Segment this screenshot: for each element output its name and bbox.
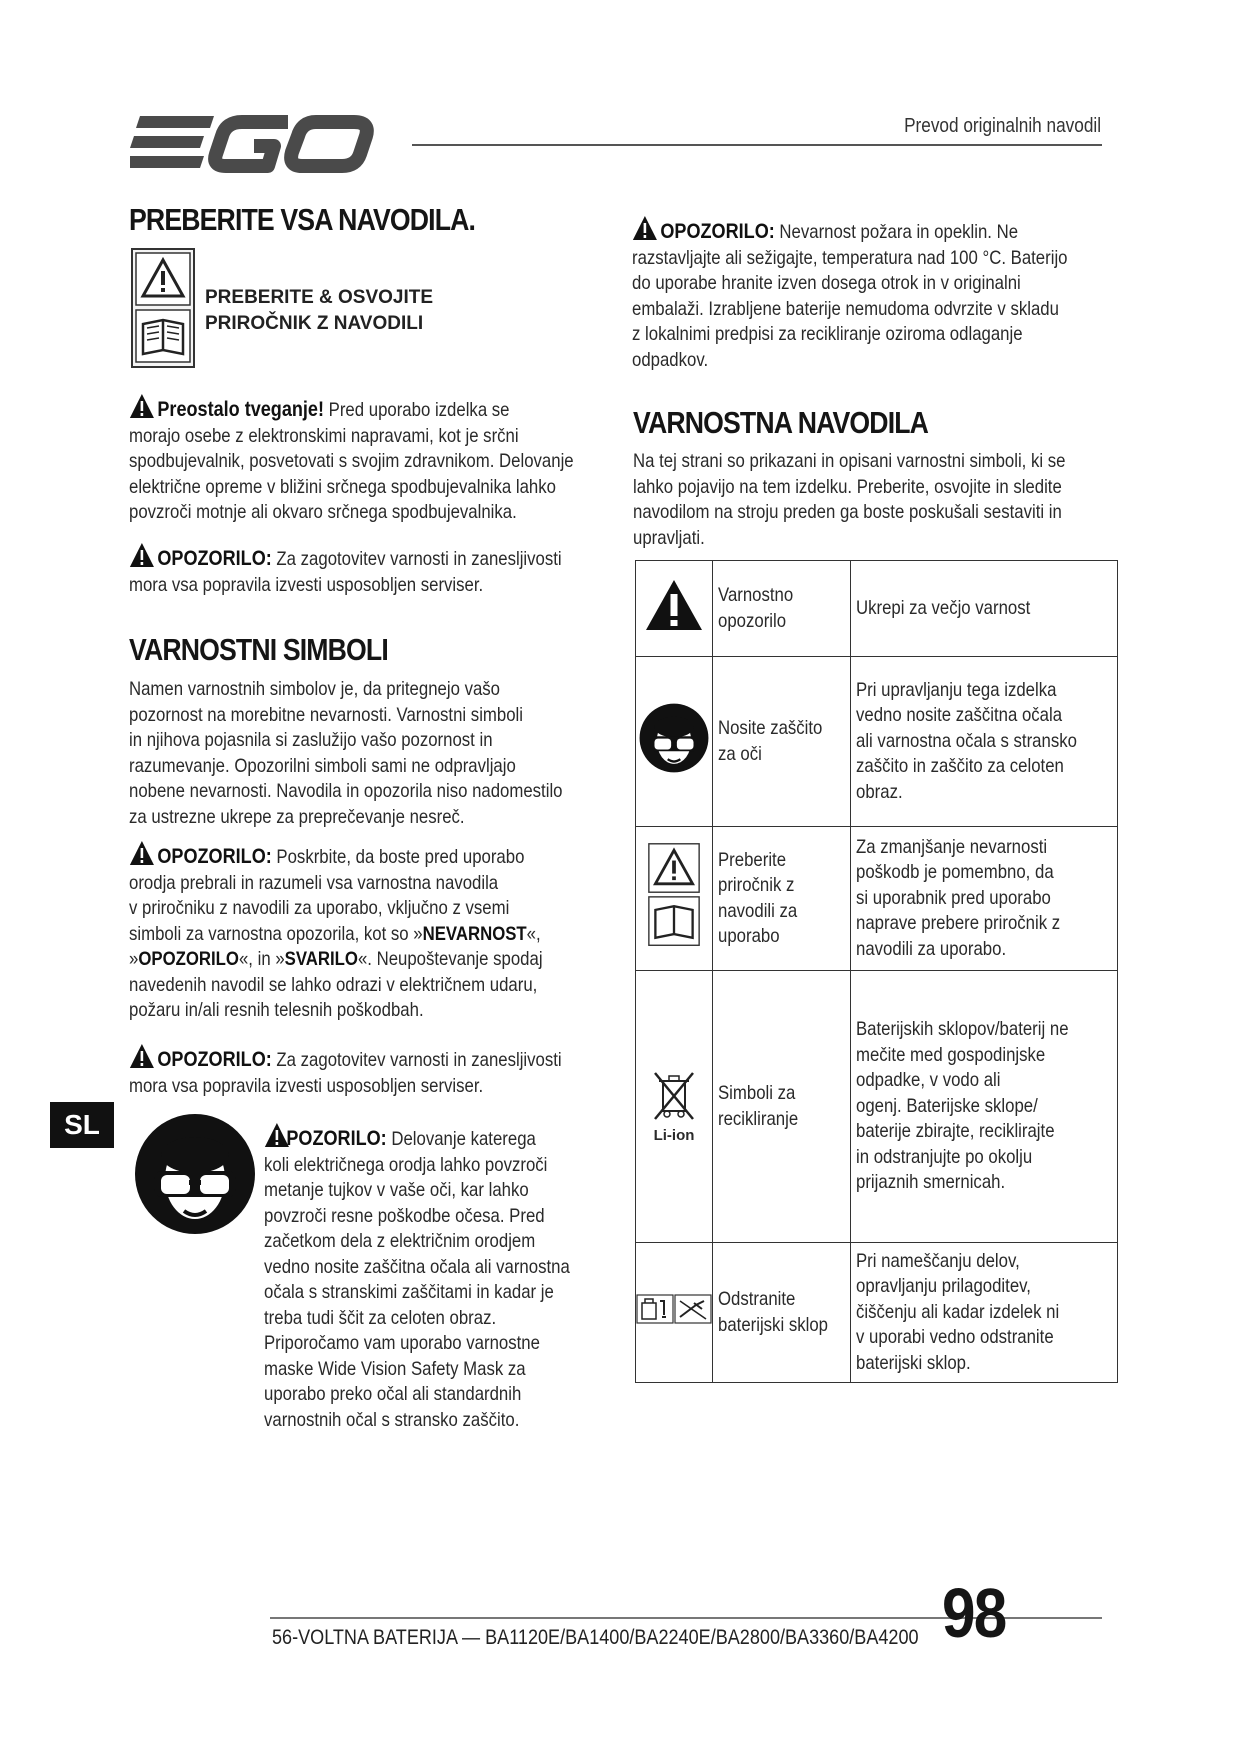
- table-row: Nosite zaščitoza oči Pri upravljanju tega izdelka vedno nosite zaščitna očala ali varnostna očala s stransko zaščito in zaščito za celoten obraz.: [636, 657, 1118, 827]
- read-manual-icon: [646, 841, 702, 949]
- safety-symbols-paragraph: Namen varnostnih simbolov je, da pritegnejo vašo pozornost na morebitne nevarnosti. Varnostni simboli in njihova pojasnila si zaslužijo vašo pozornost in razumevanje. Opozorilni simboli sami ne odpravljajo nobene nevarnosti. Navodila in opozorila niso nadomestilo za ustrezne ukrepe za preprečevanje nesreč.: [129, 678, 563, 828]
- warning-service-paragraph-1: OPOZORILO: Za zagotovitev varnosti in zanesljivosti mora vsa popravila izvesti usposobljen serviser.: [129, 542, 589, 598]
- li-ion-label: Li-ion: [653, 1127, 695, 1145]
- residual-risk-paragraph: Preostalo tveganje! Pred uporabo izdelka se morajo osebe z elektronskimi napravami, kot je srčni spodbujevalnik, posvetovati s svojim zdravnikom. Delovanje električne opreme v bližini srčnega spodbujevalnika lahko povzroči motnje ali okvaro srčnega spodbujevalnika.: [129, 393, 589, 526]
- warning-triangle-icon: [644, 578, 704, 632]
- read-manual-caption: PREBERITE & OSVOJITE PRIROČNIK Z NAVODILI: [205, 287, 434, 334]
- footer-model-list: 56-VOLTNA BATERIJA — BA1120E/BA1400/BA2240E/BA2800/BA3360/BA4200: [272, 1626, 919, 1649]
- eye-protection-warning: POZORILO: Delovanje katerega koli električnega orodja lahko povzroči metanje tujkov v vaše oči, kar lahko povzroči resne poškodbe očesa. Pred začetkom dela z električnim orodjem vedno nosite zaščitna očala ali varnostna očala s stranskimi zaščitami in kadar je treba tudi ščit za celoten obraz. Priporočamo vam uporabo varnostne maske Wide Vision Safety Mask za uporabo preko očal ali standardnih varnostnih očal s stransko zaščito.: [264, 1122, 594, 1433]
- eye-protection-icon: [134, 1113, 256, 1235]
- recycle-bin-icon: [649, 1069, 699, 1121]
- ego-logo: [130, 110, 380, 176]
- table-row: Varnostnoopozorilo Ukrepi za večjo varnost: [636, 561, 1118, 657]
- table-row: Odstranitebaterijski sklop Pri nameščanju delov, opravljanju prilagoditev, čiščenju ali kadar izdelek ni v uporabi vedno odstranite baterijski sklop.: [636, 1243, 1118, 1383]
- read-manual-icon: [133, 250, 193, 366]
- read-instructions-heading: PREBERITE VSA NAVODILA.: [129, 202, 476, 237]
- warning-triangle-icon: [129, 840, 155, 866]
- warning-triangle-icon: [632, 215, 658, 241]
- safety-instructions-paragraph: Na tej strani so prikazani in opisani varnostni simboli, ki se lahko pojavijo na tem izdelku. Preberite, osvojite in sledite navodilom na stroju preden ga boste poskušali sestaviti in upravljati.: [633, 450, 1066, 549]
- page-number: 98: [942, 1574, 1006, 1652]
- safety-symbols-table: [635, 560, 1118, 1383]
- table-row: Preberite priročnik z navodili za uporabo Za zmanjšanje nevarnosti poškodb je pomembno, da si uporabnik pred uporabo naprave prebere priročnik z navodili za uporabo.: [636, 827, 1118, 971]
- safety-instructions-heading: VARNOSTNA NAVODILA: [633, 405, 929, 440]
- language-tab: SL: [50, 1102, 114, 1148]
- warning-service-paragraph-2: OPOZORILO: Za zagotovitev varnosti in zanesljivosti mora vsa popravila izvesti usposobljen serviser.: [129, 1043, 599, 1099]
- warning-triangle-icon: [129, 393, 155, 419]
- read-manual-box: [131, 248, 195, 368]
- safety-symbols-heading: VARNOSTNI SIMBOLI: [129, 632, 388, 667]
- header-rule: [412, 144, 1102, 146]
- table-row: Li-ion Simboli zarecikliranje Baterijskih sklopov/baterij ne mečite med gospodinjske odpadke, v vodo ali ogenj. Baterijske sklope/ baterije zbirajte, reciklirajte in odstranjujte po okolju prijaznih smernicah.: [636, 971, 1118, 1243]
- warning-triangle-icon: [129, 1043, 155, 1069]
- remove-battery-icon: [636, 1293, 712, 1325]
- document-title: Prevod originalnih navodil: [904, 115, 1101, 137]
- warning-read-manual-paragraph: OPOZORILO: Poskrbite, da boste pred uporabo orodja prebrali in razumeli vsa varnostna navodila v priročniku z navodili za uporabo, vključno z vsemi simboli za varnostna opozorila, kot so »NEVARNOST«, »OPOZORILO«, in »SVARILO«. Neupoštevanje spodaj navedenih navodil se lahko odrazi v električnem udaru, požaru in/ali resnih telesnih poškodbah.: [129, 840, 599, 1024]
- fire-warning-paragraph: OPOZORILO: Nevarnost požara in opeklin. Ne razstavljajte ali sežigajte, temperatura nad 100 °C. Baterijo do uporabe hranite izven dosega otrok in v originalni embalaži. Izrabljene baterije nemudoma odvrzite v skladu z lokalnimi predpisi za recikliranje oziroma odlaganje odpadkov.: [632, 215, 1102, 373]
- warning-triangle-icon: [129, 542, 155, 568]
- eye-protection-icon: [639, 703, 709, 773]
